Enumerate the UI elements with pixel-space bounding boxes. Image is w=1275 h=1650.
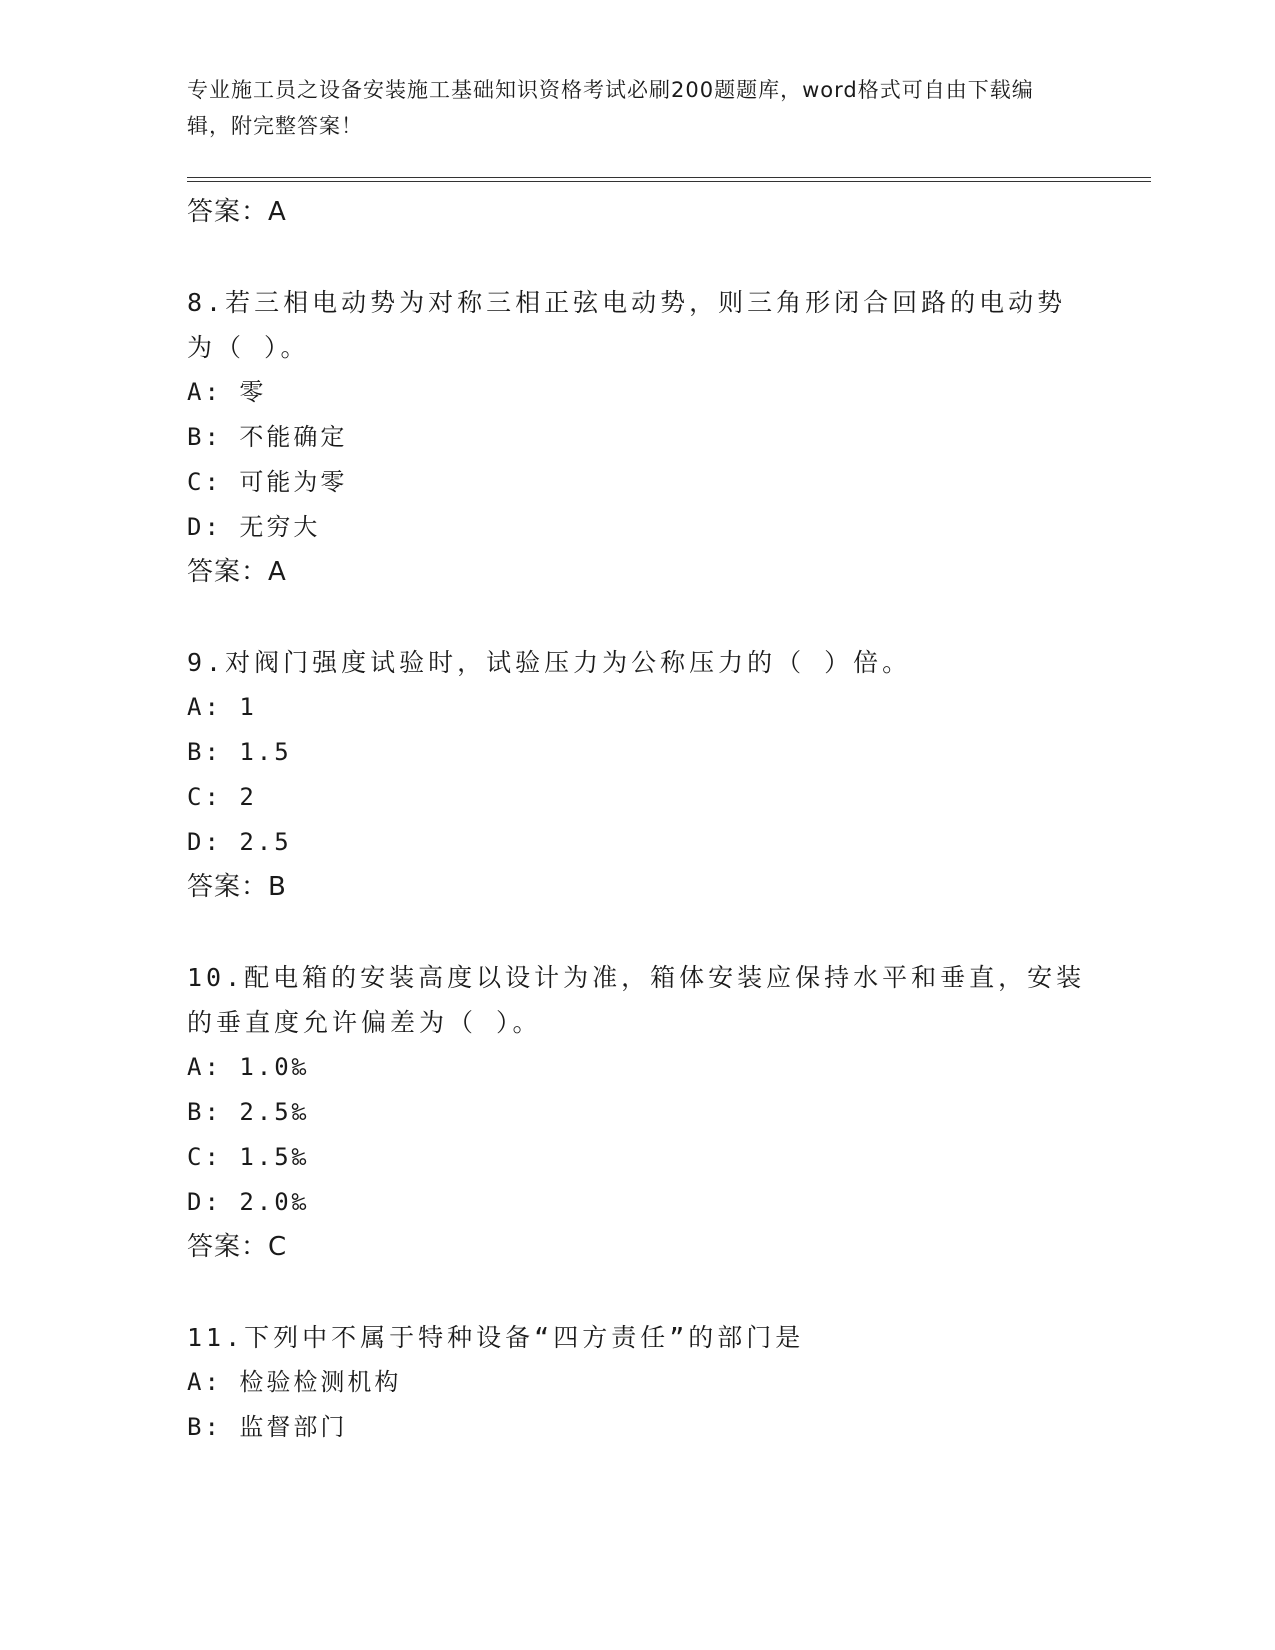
option-b: B: 1.5 [187, 738, 292, 766]
header-divider [187, 177, 1151, 178]
option-a: A: 1.0‰ [187, 1053, 310, 1081]
question-text: 11.下列中不属于特种设备“四方责任”的部门是 [187, 1323, 805, 1352]
option-c: C: 2 [187, 783, 257, 811]
option-c: C: 可能为零 [187, 468, 348, 496]
answer: 答案：B [187, 872, 287, 902]
question-text: 10.配电箱的安装高度以设计为准，箱体安装应保持水平和垂直，安装的垂直度允许偏差为（ ）。 [187, 963, 1086, 1037]
option-a: A: 零 [187, 378, 267, 406]
answer: 答案：C [187, 1232, 288, 1262]
option-b: B: 2.5‰ [187, 1098, 310, 1126]
option-a: A: 检验检测机构 [187, 1368, 402, 1396]
answer-previous: 答案：A [187, 197, 287, 227]
spacer [187, 1270, 1087, 1315]
option-d: D: 无穷大 [187, 513, 321, 541]
answer: 答案：A [187, 557, 287, 587]
option-a: A: 1 [187, 693, 257, 721]
question-text: 9.对阀门强度试验时，试验压力为公称压力的（ ）倍。 [187, 648, 912, 677]
spacer [187, 595, 1087, 640]
question-10 [187, 955, 1087, 1270]
spacer [187, 910, 1087, 955]
spacer [187, 235, 1087, 280]
option-c: C: 1.5‰ [187, 1143, 310, 1171]
question-9 [187, 640, 1087, 910]
option-d: D: 2.0‰ [187, 1188, 310, 1216]
question-11 [187, 1315, 1087, 1450]
question-text: 8.若三相电动势为对称三相正弦电动势，则三角形闭合回路的电动势为（ ）。 [187, 288, 1067, 362]
question-8 [187, 280, 1087, 595]
document-body [187, 190, 1087, 1450]
page-header: 专业施工员之设备安装施工基础知识资格考试必刷200题题库，word格式可自由下载编辑，附完整答案！ [187, 78, 1034, 138]
option-d: D: 2.5 [187, 828, 292, 856]
option-b: B: 监督部门 [187, 1413, 348, 1441]
option-b: B: 不能确定 [187, 423, 348, 451]
header-divider-second [187, 181, 1151, 182]
